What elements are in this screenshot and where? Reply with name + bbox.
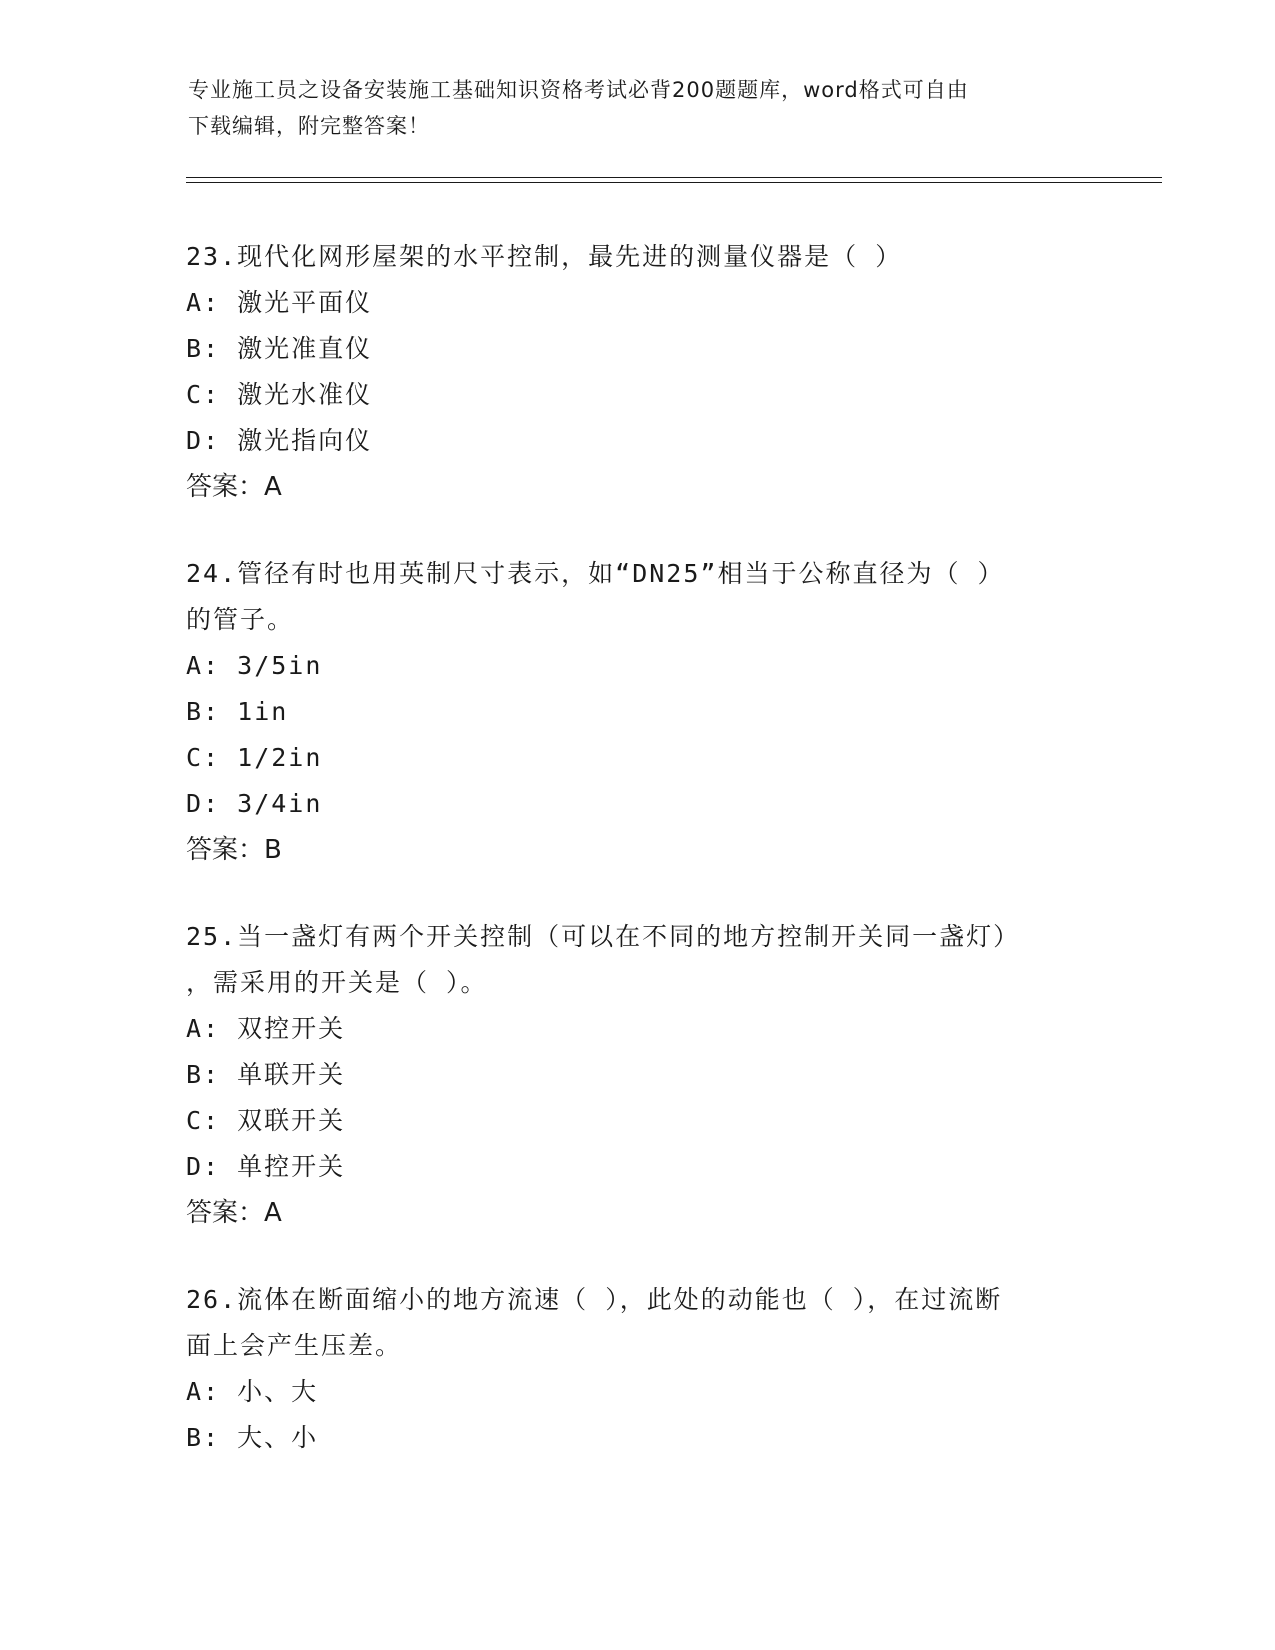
question-25 bbox=[186, 914, 1086, 1236]
header-line-2: 下载编辑，附完整答案！ bbox=[188, 114, 430, 138]
question-24 bbox=[186, 551, 1086, 873]
question-stem-continued: 的管子。 bbox=[186, 605, 295, 634]
option-a: A: 双控开关 bbox=[186, 1014, 346, 1043]
answer-label: 答案：A bbox=[186, 1198, 282, 1228]
header-line-1: 专业施工员之设备安装施工基础知识资格考试必背200题题库，word格式可自由 bbox=[188, 78, 969, 102]
question-26 bbox=[186, 1277, 1086, 1461]
question-stem-continued: ，需采用的开关是（ ）。 bbox=[186, 968, 488, 997]
header-divider-top bbox=[186, 177, 1162, 178]
answer-label: 答案：B bbox=[186, 835, 282, 865]
option-b: B: 激光准直仪 bbox=[186, 334, 373, 363]
document-header bbox=[188, 72, 1068, 144]
question-23 bbox=[186, 234, 1086, 510]
option-d: D: 单控开关 bbox=[186, 1152, 346, 1181]
option-d: D: 3/4in bbox=[186, 789, 323, 818]
option-a: A: 激光平面仪 bbox=[186, 288, 373, 317]
option-d: D: 激光指向仪 bbox=[186, 426, 373, 455]
option-c: C: 激光水准仪 bbox=[186, 380, 373, 409]
option-a: A: 3/5in bbox=[186, 651, 323, 680]
question-stem: 25.当一盏灯有两个开关控制（可以在不同的地方控制开关同一盏灯） bbox=[186, 922, 1021, 951]
question-list bbox=[186, 234, 1086, 1502]
option-c: C: 双联开关 bbox=[186, 1106, 346, 1135]
option-b: B: 1in bbox=[186, 697, 289, 726]
question-stem: 24.管径有时也用英制尺寸表示，如“DN25”相当于公称直径为（ ） bbox=[186, 559, 1005, 588]
header-divider-bottom bbox=[186, 182, 1162, 183]
option-b: B: 大、小 bbox=[186, 1423, 319, 1452]
question-stem-continued: 面上会产生压差。 bbox=[186, 1331, 403, 1360]
answer-label: 答案：A bbox=[186, 472, 282, 502]
option-c: C: 1/2in bbox=[186, 743, 323, 772]
question-stem: 23.现代化网形屋架的水平控制，最先进的测量仪器是（ ） bbox=[186, 242, 903, 271]
option-a: A: 小、大 bbox=[186, 1377, 319, 1406]
question-stem: 26.流体在断面缩小的地方流速（ ），此处的动能也（ ），在过流断 bbox=[186, 1285, 1003, 1314]
option-b: B: 单联开关 bbox=[186, 1060, 346, 1089]
